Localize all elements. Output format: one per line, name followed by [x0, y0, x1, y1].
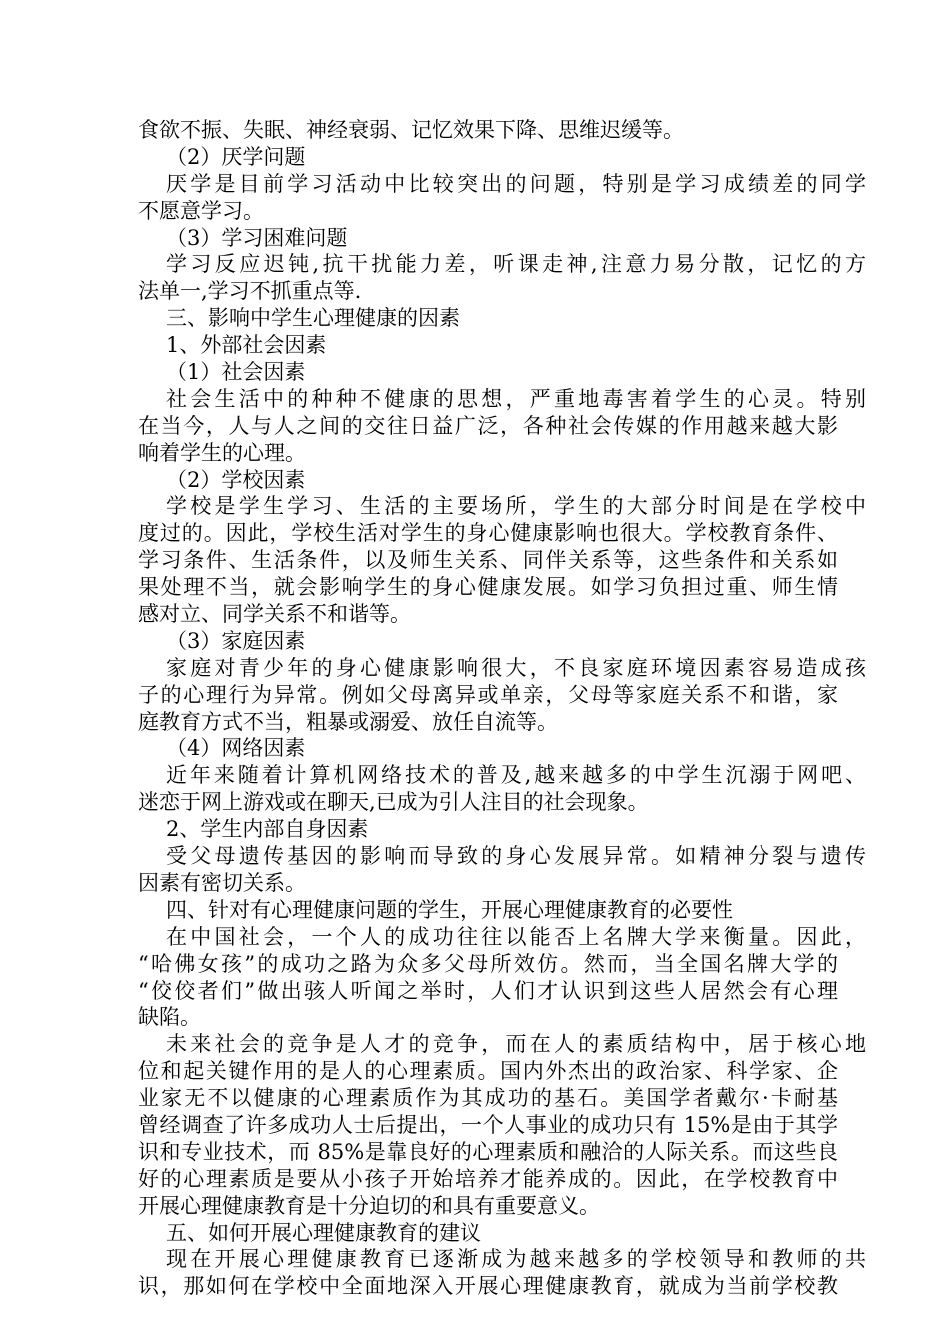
- text-line: 位和起关键作用的是人的心理素质。国内外杰出的政治家、科学家、企: [138, 1059, 838, 1084]
- text-line: 学校是学生学习、生活的主要场所，学生的大部分时间是在学校中: [166, 494, 866, 519]
- text-line: （2）厌学问题: [166, 144, 306, 169]
- text-line: 好的心理素质是要从小孩子开始培养才能养成的。因此，在学校教育中: [138, 1166, 838, 1191]
- text-line: 学习条件、生活条件，以及师生关系、同伴关系等，这些条件和关系如: [138, 548, 838, 573]
- text-line: 开展心理健康教育是十分迫切的和具有重要意义。: [138, 1193, 600, 1218]
- text-line: 果处理不当，就会影响学生的身心健康发展。如学习负担过重、师生情: [138, 575, 838, 600]
- text-line: 识和专业技术，而 85%是靠良好的心理素质和融洽的人际关系。而这些良: [138, 1139, 838, 1164]
- document-body: [138, 117, 866, 1300]
- text-line: （3）学习困难问题: [166, 225, 348, 250]
- text-line: 业家无不以健康的心理素质作为其成功的基石。美国学者戴尔·卡耐基: [138, 1086, 838, 1111]
- text-line: 1、外部社会因素: [166, 333, 327, 358]
- text-line: 度过的。因此，学校生活对学生的身心健康影响也很大。学校教育条件、: [138, 521, 838, 546]
- text-line: 在中国社会，一个人的成功往往以能否上名牌大学来衡量。因此，: [166, 924, 866, 949]
- text-line: 三、影响中学生心理健康的因素: [166, 306, 460, 331]
- text-line: 家庭对青少年的身心健康影响很大，不良家庭环境因素容易造成孩: [166, 655, 866, 680]
- text-line: 学习反应迟钝,抗干扰能力差，听课走神,注意力易分散，记忆的方: [166, 252, 866, 277]
- text-line: （3）家庭因素: [166, 628, 306, 653]
- text-line: 厌学是目前学习活动中比较突出的问题，特别是学习成绩差的同学: [166, 171, 866, 196]
- text-line: 缺陷。: [138, 1005, 201, 1030]
- text-line: 子的心理行为异常。例如父母离异或单亲，父母等家庭关系不和谐，家: [138, 682, 838, 707]
- text-line: 识，那如何在学校中全面地深入开展心理健康教育，就成为当前学校教: [138, 1274, 838, 1299]
- text-line: 因素有密切关系。: [138, 870, 306, 895]
- text-line: 未来社会的竞争是人才的竞争，而在人的素质结构中，居于核心地: [166, 1032, 866, 1057]
- text-line: （2）学校因素: [166, 467, 306, 492]
- text-line: 迷恋于网上游戏或在聊天,已成为引人注目的社会现象。: [138, 790, 649, 815]
- text-line: 社会生活中的种种不健康的思想，严重地毒害着学生的心灵。特别: [166, 386, 866, 411]
- text-line: 不愿意学习。: [138, 198, 264, 223]
- text-line: “佼佼者们”做出骇人听闻之举时，人们才认识到这些人居然会有心理: [138, 978, 838, 1003]
- text-line: （1）社会因素: [166, 360, 306, 385]
- text-line: 四、针对有心理健康问题的学生，开展心理健康教育的必要性: [166, 897, 733, 922]
- text-line: 五、如何开展心理健康教育的建议: [166, 1220, 481, 1245]
- text-line: “哈佛女孩”的成功之路为众多父母所效仿。然而，当全国名牌大学的: [138, 951, 838, 976]
- text-line: 感对立、同学关系不和谐等。: [138, 602, 411, 627]
- text-line: 现在开展心理健康教育已逐渐成为越来越多的学校领导和教师的共: [166, 1247, 866, 1272]
- text-line: 在当今，人与人之间的交往日益广泛，各种社会传媒的作用越来越大影: [138, 413, 838, 438]
- text-line: （4）网络因素: [166, 736, 306, 761]
- text-line: 庭教育方式不当，粗暴或溺爱、放任自流等。: [138, 709, 558, 734]
- text-line: 曾经调查了许多成功人士后提出，一个人事业的成功只有 15%是由于其学: [138, 1112, 838, 1137]
- text-line: 食欲不振、失眠、神经衰弱、记忆效果下降、思维迟缓等。: [138, 118, 684, 142]
- text-line: 响着学生的心理。: [138, 440, 306, 465]
- text-line: 法单一,学习不抓重点等.: [138, 279, 362, 304]
- text-line: 2、学生内部自身因素: [166, 817, 369, 842]
- text-line: 受父母遗传基因的影响而导致的身心发展异常。如精神分裂与遗传: [166, 844, 866, 869]
- text-line: 近年来随着计算机网络技术的普及,越来越多的中学生沉溺于网吧、: [166, 763, 866, 788]
